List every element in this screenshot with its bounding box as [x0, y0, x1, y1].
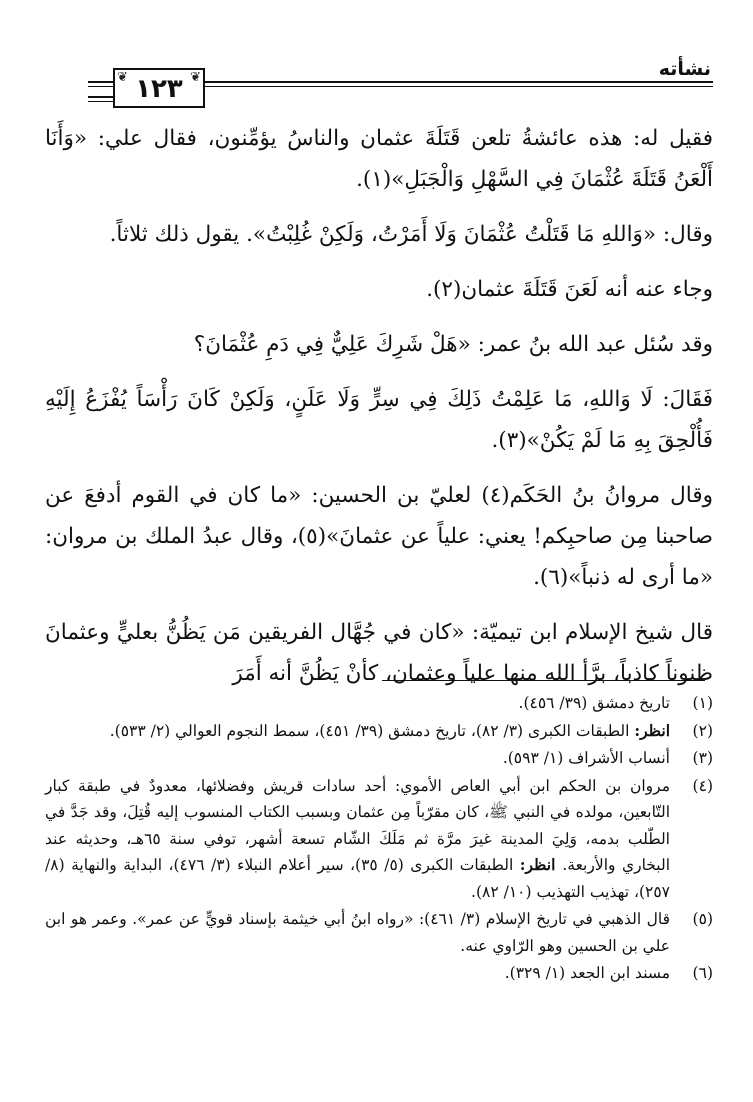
page-header: [0, 0, 753, 120]
footnote-text: مسند ابن الجعد (١/ ٣٢٩).: [504, 964, 670, 982]
footnote-number: (٤): [692, 776, 713, 795]
footnote: [45, 690, 713, 717]
footnote-text: قال الذهبي في تاريخ الإسلام (٣/ ٤٦١): «رواه ابنُ أبي خيثمة بإسناد قويٍّ عن عمر». وعمر هو ابن علي بن الحسين وهو الرّاوي عنه.: [45, 910, 670, 955]
footnote-text: الطبقات الكبرى (٣/ ٨٢)، تاريخ دمشق (٣٩/ ٤٥١)، سمط النجوم العوالي (٢/ ٥٣٣).: [109, 721, 635, 740]
footnote-number: (٦): [692, 964, 713, 982]
footnote-text: الطبقات الكبرى (٥/ ٣٥)، سير أعلام النبلاء (٣/ ٤٧٦)، البداية والنهاية (٨/ ٢٥٧)، تهذيب التهذيب (١٠/ ٨٢).: [45, 856, 670, 901]
corner-ornament-icon: ❦: [190, 70, 201, 85]
footnote-text: تاريخ دمشق (٣٩/ ٤٥٦).: [518, 694, 670, 712]
paragraph: فَقَالَ: لَا وَاللهِ، مَا عَلِمْتُ ذَلِكَ فِي سِرٍّ وَلَا عَلَنٍ، وَلَكِنْ كَانَ رَأْسَاً يُفْزَعُ إِلَيْهِ فَأُلْحِقَ بِهِ مَا لَمْ يَكُنْ»(٣).: [45, 387, 713, 453]
header-rule-left-thin: [88, 101, 113, 102]
footnote: [45, 960, 713, 987]
footnote-number: (١): [692, 694, 713, 712]
footnote-number: (٥): [692, 910, 713, 928]
footnote: [45, 718, 713, 745]
footnote-separator: [382, 680, 705, 681]
footnote: [45, 773, 713, 906]
paragraph: وقال مروانُ بنُ الحَكَم(٤) لعليّ بن الحسين: «ما كان في القوم أدفعَ عن صاحبنا مِن صاحبِكم! يعني: علياً عن عثمانَ»(٥)، وقال عبدُ الملك بن مروان: «ما أرى له ذنباً»(٦).: [45, 483, 713, 590]
paragraph: وجاء عنه أنه لَعَنَ قَتَلَةَ عثمان(٢).: [426, 277, 713, 302]
footnote: [45, 906, 713, 959]
footnotes: [45, 690, 713, 988]
page-number: ١٢٣: [135, 74, 183, 104]
paragraph: وقد سُئل عبد الله بنُ عمر: «هَلْ شَرِكَ عَلِيٌّ فِي دَمِ عُثْمَانَ؟: [193, 332, 713, 357]
main-text: [45, 118, 713, 708]
footnote-label: انظر:: [519, 855, 563, 874]
footnote: [45, 745, 713, 772]
footnote-label: انظر:: [634, 720, 670, 740]
paragraph: فقيل له: هذه عائشةُ تلعن قَتَلَةَ عثمان والناسُ يؤمِّنون، فقال علي: «وَأَنَا أَلْعَنُ قَتَلَةَ عُثْمَانَ فِي السَّهْلِ وَالْجَبَلِ»(١).: [45, 126, 713, 192]
header-rule-left: [88, 96, 113, 98]
paragraph: وقال: «وَاللهِ مَا قَتَلْتُ عُثْمَانَ وَلَا أَمَرْتُ، وَلَكِنْ غُلِبْتُ». يقول ذلك ثلاثاً.: [109, 222, 713, 247]
corner-ornament-icon: ❦: [117, 70, 128, 85]
page-number-frame: [113, 68, 205, 108]
chapter-title: نشأته: [658, 58, 711, 80]
paragraph: قال شيخ الإسلام ابن تيميّة: «كان في جُهَّال الفريقين مَن يَظُنُّ بعليٍّ وعثمانَ ظنوناً كاذباً، برَّأ الله منها علياً وعثمان، كأنْ يَظُنَّ أنه أَمَرَ: [45, 620, 713, 686]
footnote-number: (٣): [692, 749, 713, 767]
footnote-text: أنساب الأشراف (١/ ٥٩٣).: [502, 749, 670, 767]
footnote-number: (٢): [692, 721, 713, 740]
footnote-text: مروان بن الحكم ابن أبي العاص الأموي: أحد سادات قريش وفضلائها، معدودٌ في طبقة كبار التّابعين، مولده في النبي ﷺ، كان مقرّباً مِن عثمان وبسبب الكتاب المنسوب إليه قُتِلَ، وقد جَدَّ في الطّلب بدمه، وَلِيَ المدينة غيرَ مرَّة ثم مَلَكَ الشّام تسعة أشهر، توفي سنة ٦٥هـ، وحديثه عند البخاري والأربعة.: [45, 776, 671, 874]
